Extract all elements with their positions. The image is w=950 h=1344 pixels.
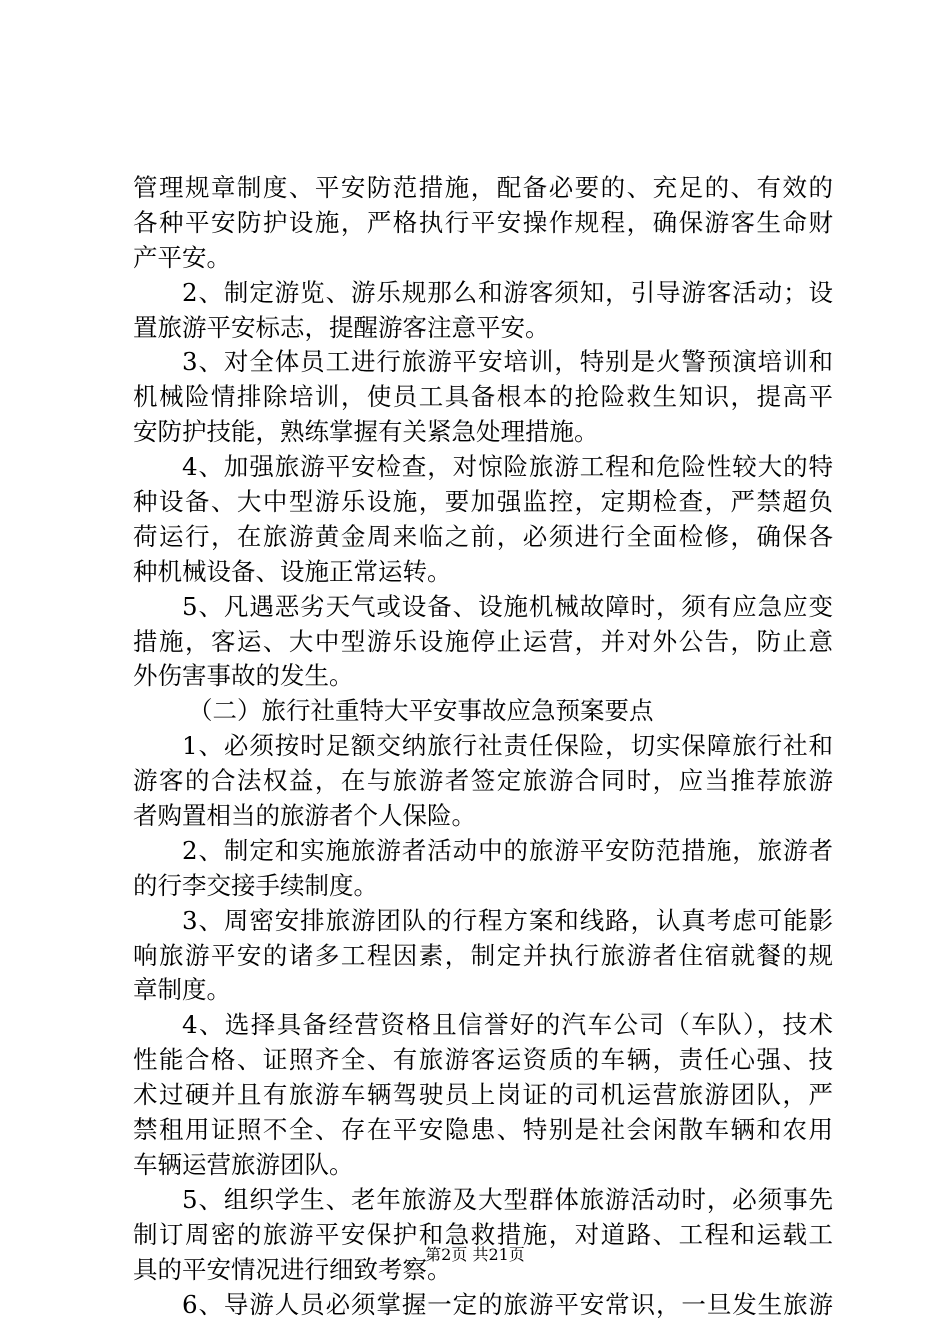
text-line: 荷运行，在旅游黄金周来临之前，必须进行全面检修，确保各 — [133, 521, 833, 551]
text-line: 6、导游人员必须掌握一定的旅游平安常识，一旦发生旅游 — [182, 1289, 833, 1319]
text-line: 禁租用证照不全、存在平安隐患、特别是社会闲散车辆和农用 — [133, 1115, 833, 1145]
text-line: 1、必须按时足额交纳旅行社责任保险，切实保障旅行社和 — [182, 731, 833, 761]
text-line: 响旅游平安的诸多工程因素，制定并执行旅游者住宿就餐的规 — [133, 940, 833, 970]
text-line: 各种平安防护设施，严格执行平安操作规程，确保游客生命财 — [133, 207, 833, 237]
text-line: 5、凡遇恶劣天气或设备、设施机械故障时，须有应急应变 — [182, 591, 833, 621]
text-line: 游客的合法权益，在与旅游者签定旅游合同时，应当推荐旅游 — [133, 766, 833, 796]
text-line: 3、周密安排旅游团队的行程方案和线路，认真考虑可能影 — [182, 905, 833, 935]
text-line: 的行李交接手续制度。 — [133, 870, 378, 900]
text-line: 2、制定游览、游乐规那么和游客须知，引导游客活动；设 — [182, 277, 833, 307]
document-body — [133, 171, 833, 1322]
text-line: 安防护技能，熟练掌握有关紧急处理措施。 — [133, 417, 599, 447]
text-line: 2、制定和实施旅游者活动中的旅游平安防范措施，旅游者 — [182, 835, 833, 865]
text-line: 者购置相当的旅游者个人保险。 — [133, 801, 476, 831]
text-line: 制订周密的旅游平安保护和急救措施，对道路、工程和运载工 — [133, 1219, 833, 1249]
text-line: 产平安。 — [133, 242, 231, 272]
text-line: 种设备、大中型游乐设施，要加强监控，定期检查，严禁超负 — [133, 487, 833, 517]
text-line: 3、对全体员工进行旅游平安培训，特别是火警预演培训和 — [182, 347, 833, 377]
text-line: 种机械设备、设施正常运转。 — [133, 556, 452, 586]
text-line: 4、加强旅游平安检查，对惊险旅游工程和危险性较大的特 — [182, 452, 833, 482]
text-line: 4、选择具备经营资格且信誉好的汽车公司（车队），技术 — [182, 1010, 833, 1040]
text-line: 车辆运营旅游团队。 — [133, 1149, 354, 1179]
text-line: 性能合格、证照齐全、有旅游客运资质的车辆，责任心强、技 — [133, 1045, 833, 1075]
section-heading: （二）旅行社重特大平安事故应急预案要点 — [188, 696, 654, 726]
text-line: 措施，客运、大中型游乐设施停止运营，并对外公告，防止意 — [133, 626, 833, 656]
text-line: 具的平安情况进行细致考察。 — [133, 1254, 452, 1284]
text-line: 术过硬并且有旅游车辆驾驶员上岗证的司机运营旅游团队，严 — [133, 1080, 833, 1110]
text-line: 管理规章制度、平安防范措施，配备必要的、充足的、有效的 — [133, 173, 833, 202]
text-line: 外伤害事故的发生。 — [133, 661, 354, 691]
page-number-footer: 第2页 共21页 — [425, 1245, 525, 1264]
text-line: 置旅游平安标志，提醒游客注意平安。 — [133, 312, 550, 342]
text-line: 机械险情排除培训，使员工具备根本的抢险救生知识，提高平 — [133, 382, 833, 412]
text-line: 5、组织学生、老年旅游及大型群体旅游活动时，必须事先 — [182, 1184, 833, 1214]
text-line: 章制度。 — [133, 975, 231, 1005]
